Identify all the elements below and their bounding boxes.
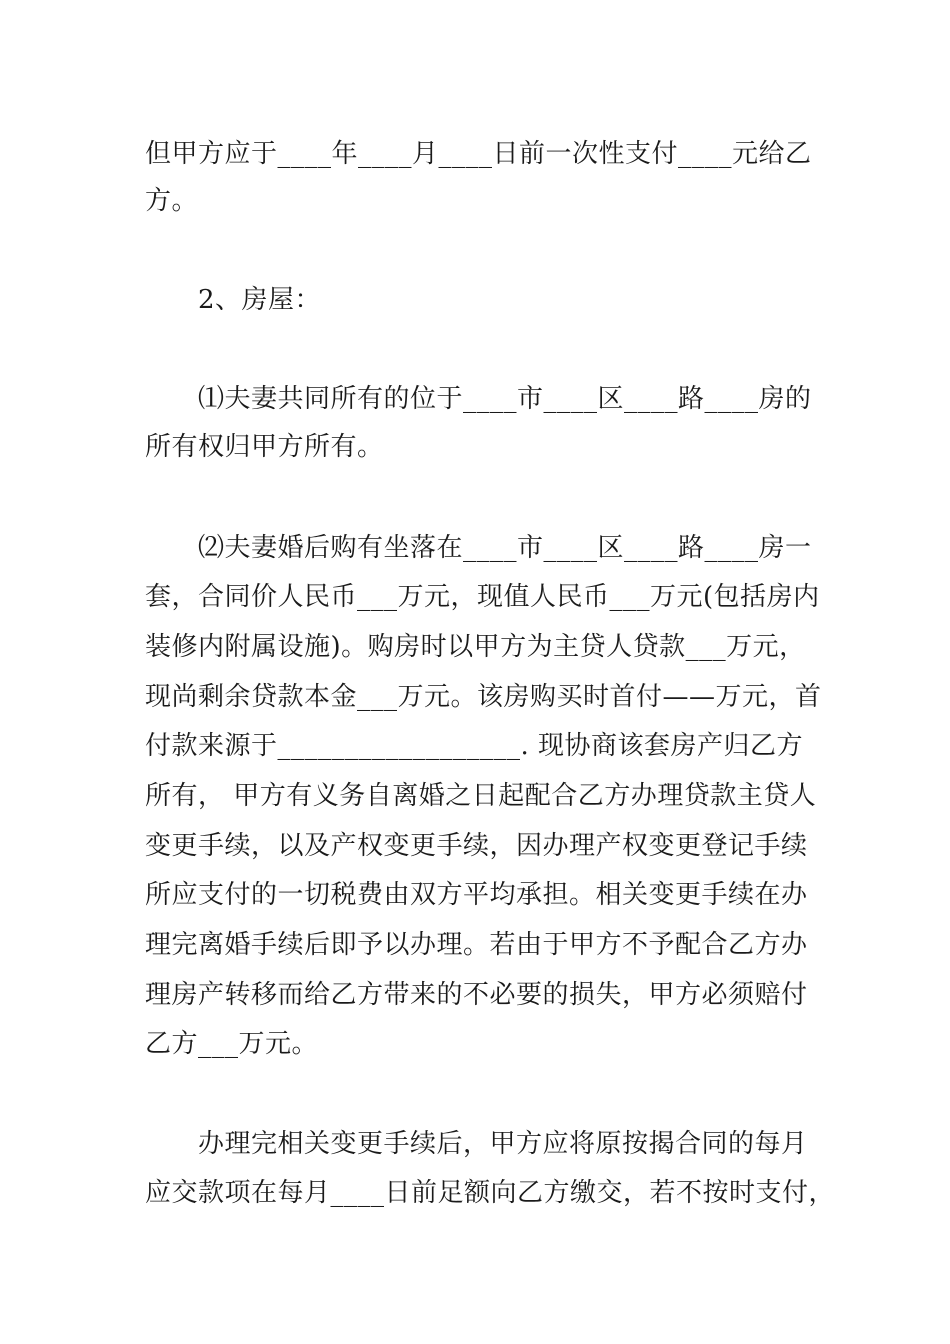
- text-line: 现尚剩余贷款本金___万元。该房购买时首付——万元，首: [145, 682, 822, 712]
- text-line: ⑴夫妻共同所有的位于____市____区____路____房的: [145, 384, 812, 414]
- text-line: 办理完相关变更手续后，甲方应将原按揭合同的每月: [145, 1129, 808, 1159]
- text-line: 但甲方应于____年____月____日前一次性支付____元给乙: [145, 139, 812, 169]
- section-heading-house: 2、房屋：: [145, 285, 322, 315]
- text-line: 变更手续，以及产权变更手续，因办理产权变更登记手续: [145, 831, 808, 861]
- text-line: 所有， 甲方有义务自离婚之日起配合乙方办理贷款主贷人: [145, 781, 817, 811]
- text-line: 应交款项在每月____日前足额向乙方缴交，若不按时支付，: [145, 1178, 836, 1208]
- text-line: 套，合同价人民币___万元，现值人民币___万元(包括房内: [145, 582, 820, 612]
- text-line: 理房产转移而给乙方带来的不必要的损失，甲方必须赔付: [145, 980, 808, 1010]
- text-line: 所有权归甲方所有。: [145, 432, 384, 462]
- text-line: 乙方___万元。: [145, 1029, 319, 1059]
- text-line: 理完离婚手续后即予以办理。若由于甲方不予配合乙方办: [145, 930, 808, 960]
- text-line: 装修内附属设施)。购房时以甲方为主贷人贷款___万元，: [145, 632, 806, 662]
- text-line: 付款来源于__________________. 现协商该套房产归乙方: [145, 731, 804, 761]
- text-line: ⑵夫妻婚后购有坐落在____市____区____路____房一: [145, 533, 812, 563]
- text-line: 方。: [145, 186, 199, 216]
- text-line: 所应支付的一切税费由双方平均承担。相关变更手续在办: [145, 880, 808, 910]
